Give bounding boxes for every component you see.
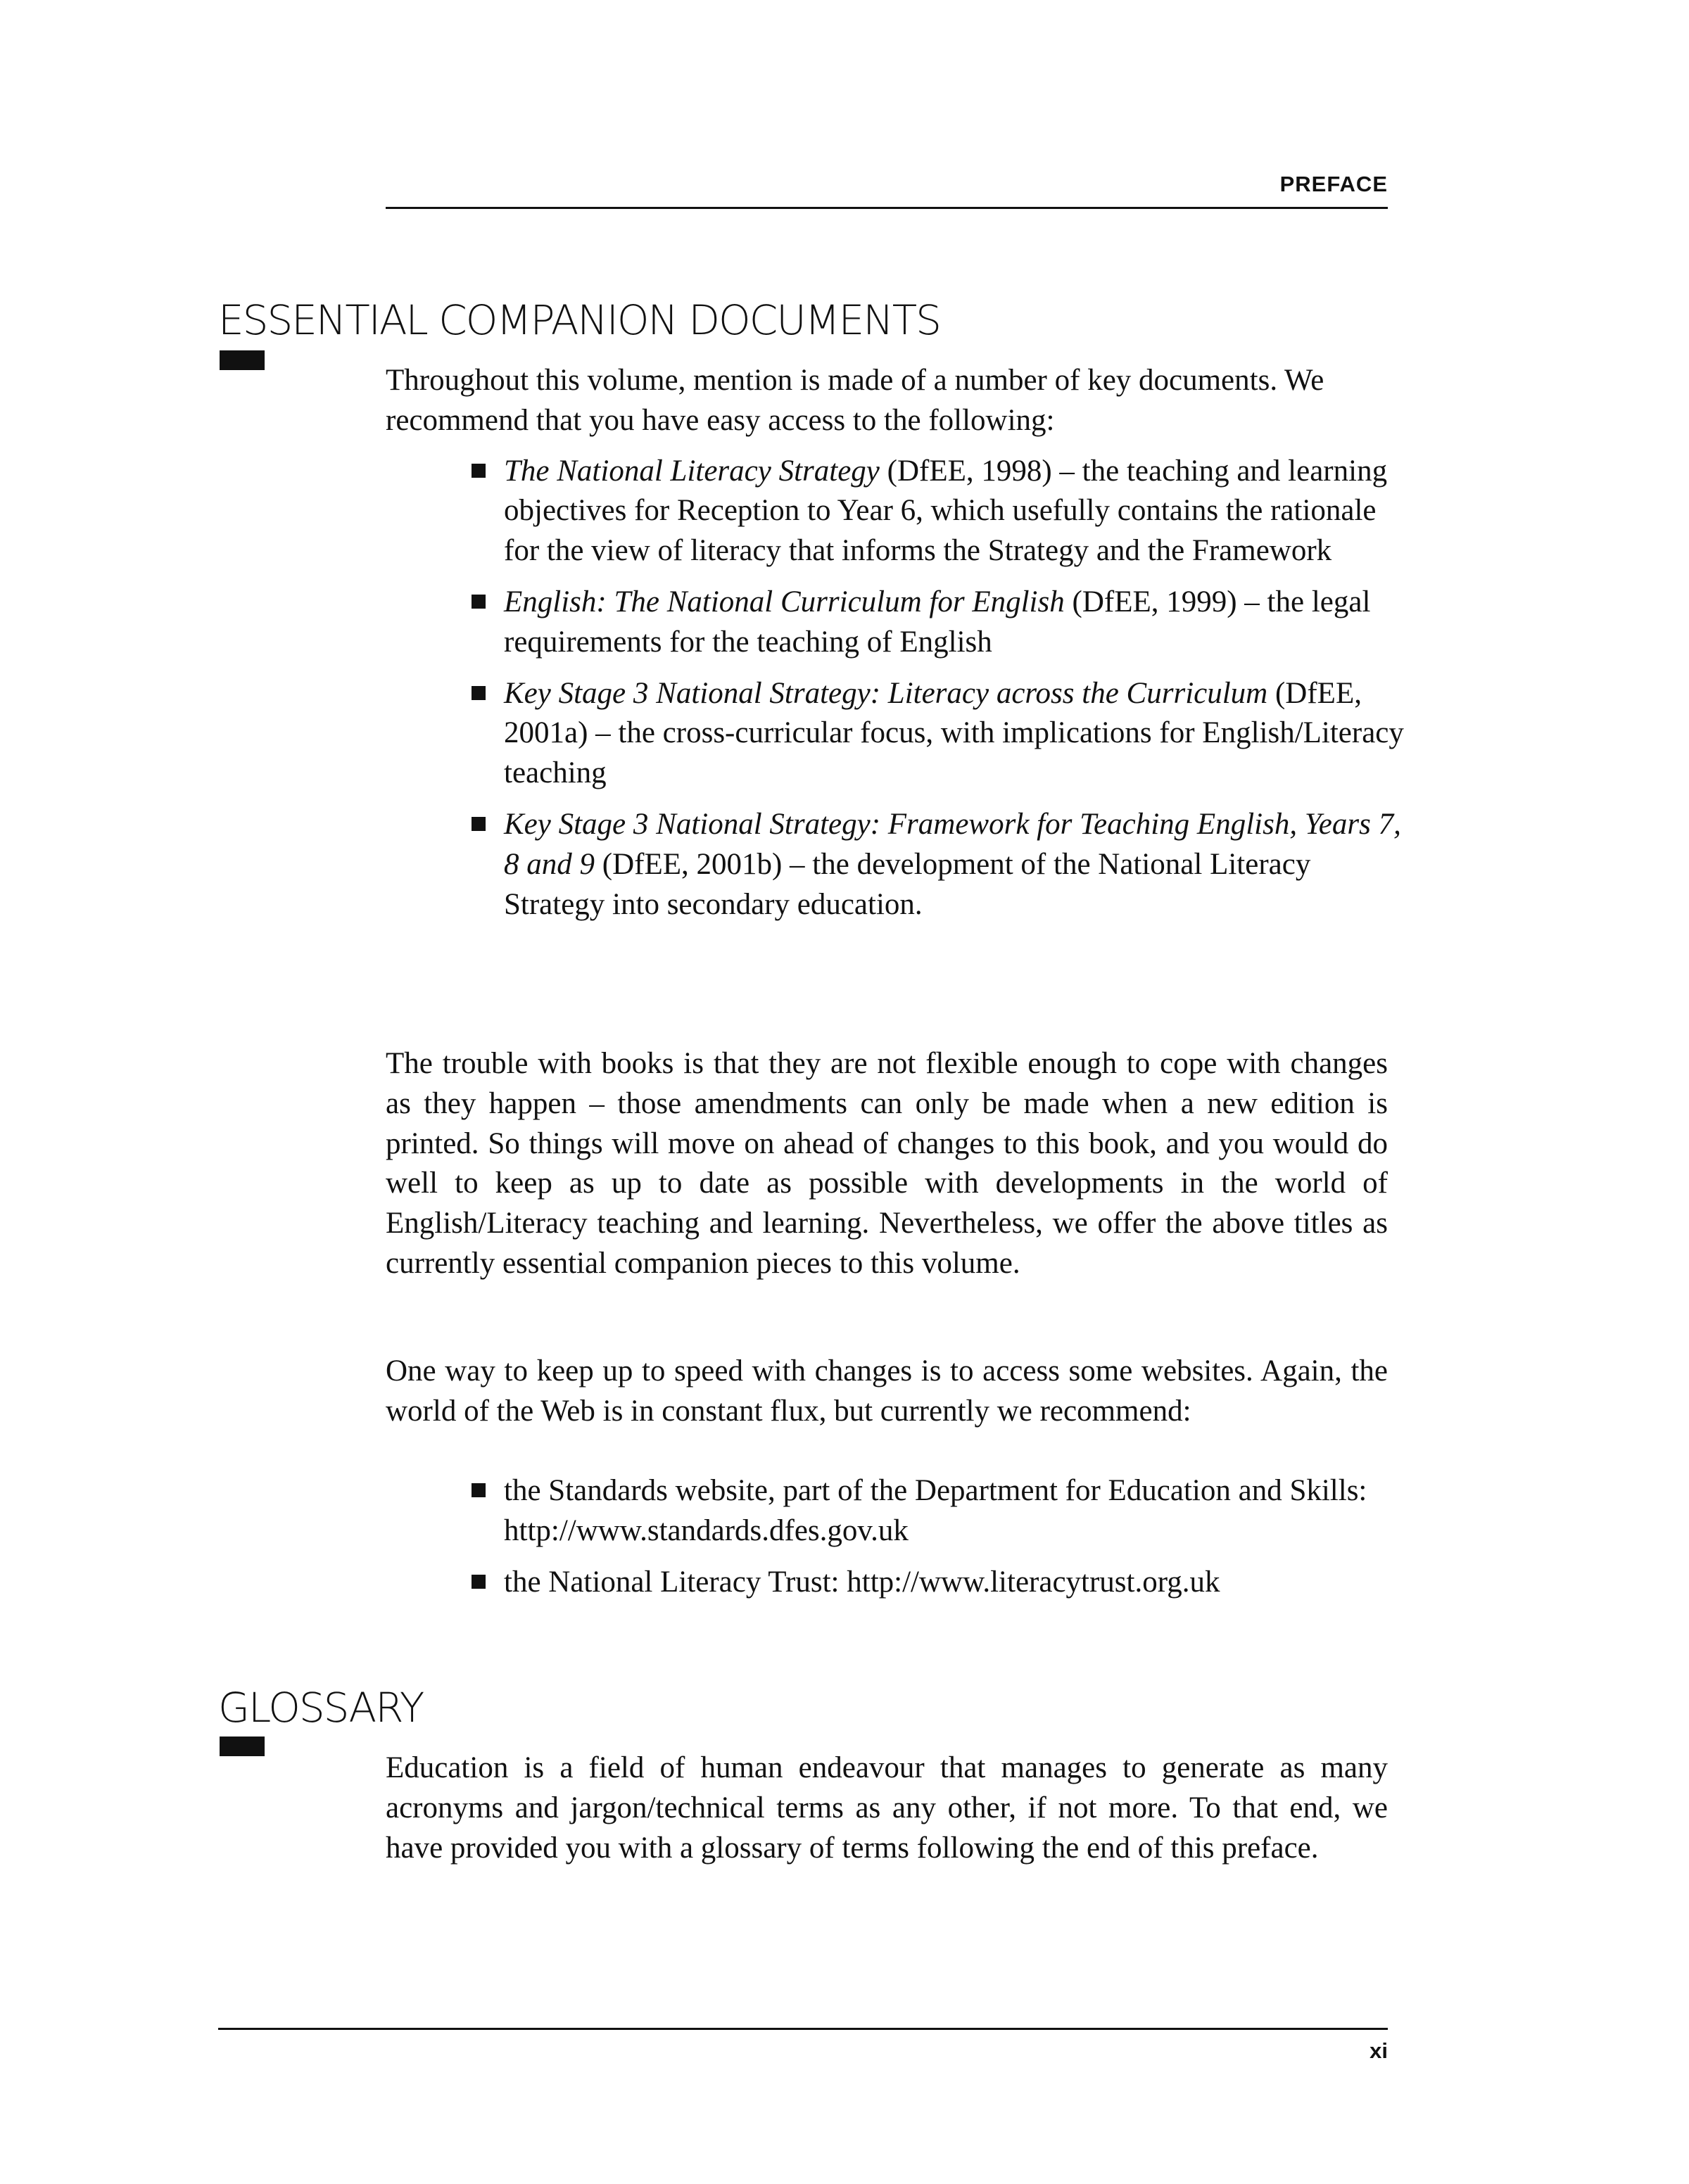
body-paragraph: One way to keep up to speed with changes is to access some websites. Again, the world of the Web is in constant flux, but currently we recommend: (386, 1354, 1388, 1428)
body-paragraph: The trouble with books is that they are not flexible enough to cope with changes as they happen – those amendments can only be made when a new edition is printed. So things will move on ahead of changes to this book, and you would do well to keep as up to date as possible with developments in the world of English/Literacy teaching and learning. Nevertheless, we offer the above titles as currently essential companion pieces to this volume. (386, 1047, 1388, 1280)
list-item (386, 1471, 1419, 1551)
bullet-square-icon (472, 1483, 486, 1497)
running-head: PREFACE (1279, 172, 1388, 196)
list-item (386, 583, 1419, 663)
list-item (386, 452, 1419, 571)
websites-list (386, 1471, 1388, 1602)
glossary-block (386, 1748, 1388, 1868)
document-title: The National Literacy Strategy (504, 454, 880, 488)
bullet-square-icon (472, 595, 486, 609)
document-detail: (DfEE, 1999) – the legal requirements for the teaching of English (504, 585, 1371, 659)
body-paragraph: Education is a field of human endeavour that manages to generate as many acronyms and jargon/technical terms as any other, if not more. To that end, we have provided you with a glossary of terms following the end of this preface. (386, 1751, 1388, 1865)
bullet-square-icon (472, 817, 486, 831)
document-title: Key Stage 3 National Strategy: Framework for Teaching English, Years 7, 8 and 9 (504, 807, 1401, 881)
website-entry: the Standards website, part of the Department for Education and Skills: http://www.standards.dfes.gov.uk (504, 1474, 1367, 1547)
bullet-square-icon (472, 686, 486, 700)
websites-paragraph-block (386, 1352, 1388, 1432)
heading-marker-bar (220, 1737, 265, 1756)
section-heading-companion-documents: ESSENTIAL COMPANION DOCUMENTS (218, 296, 940, 344)
header-rule (386, 207, 1388, 209)
bullet-square-icon (472, 464, 486, 478)
heading-marker-bar (220, 350, 265, 370)
list-item (386, 805, 1419, 925)
document-title: Key Stage 3 National Strategy: Literacy across the Curriculum (504, 676, 1268, 710)
document-detail: (DfEE, 2001a) – the cross-curricular focus, with implications for English/Literacy teaching (504, 676, 1404, 790)
documents-list (386, 452, 1404, 925)
websites-list-block (386, 1471, 1388, 1613)
document-detail: (DfEE, 2001b) – the development of the National Literacy Strategy into secondary education. (504, 847, 1311, 921)
footer-rule (218, 2028, 1388, 2030)
list-item (386, 674, 1419, 794)
document-title: English: The National Curriculum for English (504, 585, 1065, 618)
bullet-square-icon (472, 1575, 486, 1589)
list-item (386, 1563, 1419, 1603)
website-entry: the National Literacy Trust: http://www.literacytrust.org.uk (504, 1565, 1220, 1599)
companion-documents-block (386, 361, 1404, 936)
section-heading-glossary: GLOSSARY (218, 1684, 424, 1732)
intro-paragraph: Throughout this volume, mention is made of a number of key documents. We recommend that you have easy access to the following: (386, 364, 1324, 437)
document-detail: (DfEE, 1998) – the teaching and learning objectives for Reception to Year 6, which usefully contains the rationale for the view of literacy that informs the Strategy and the Framework (504, 454, 1388, 568)
books-paragraph-block (386, 1044, 1388, 1284)
page-number: xi (1369, 2038, 1388, 2063)
